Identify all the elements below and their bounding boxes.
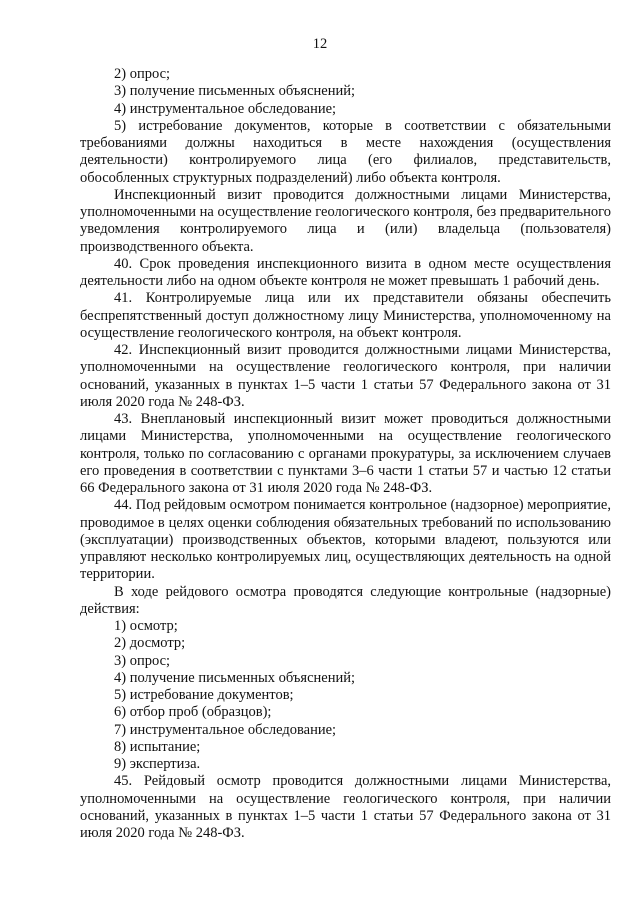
document-body <box>80 66 611 842</box>
list-item: 8) испытание; <box>114 738 201 755</box>
list-item: 3) получение письменных объяснений; <box>114 83 356 100</box>
list-item: 2) опрос; <box>114 66 171 82</box>
paragraph: 5) истребование документов, которые в соответствии с обязательными требованиями должны находиться в месте нахождения (осуществления деятельности) контролируемого лица (его филиалов, представительств, обособленных структурных подразделений) либо объекта контроля. <box>80 117 611 186</box>
paragraph: 42. Инспекционный визит проводится должностными лицами Министерства, уполномоченными на осуществление геологического контроля, при наличии оснований, указанных в пунктах 1–5 части 1 статьи 57 Федерального закона от 31 июля 2020 года № 248-ФЗ. <box>80 342 611 410</box>
list-item: 4) инструментальное обследование; <box>114 100 337 117</box>
list-item: 1) осмотр; <box>114 618 178 634</box>
page-number: 12 <box>312 36 328 52</box>
paragraph: 45. Рейдовый осмотр проводится должностными лицами Министерства, уполномоченными на осуществление геологического контроля, при наличии оснований, указанных в пунктах 1–5 части 1 статьи 57 Федерального закона от 31 июля 2020 года № 248-ФЗ. <box>80 773 611 841</box>
list-item: 3) опрос; <box>114 652 171 669</box>
paragraph: 41. Контролируемые лица или их представители обязаны обеспечить беспрепятственный доступ должностному лицу Министерства, уполномоченному на осуществление геологического контроля, на объект контроля. <box>80 290 611 341</box>
list-item: 7) инструментальное обследование; <box>114 721 337 738</box>
paragraph: В ходе рейдового осмотра проводятся следующие контрольные (надзорные) действия: <box>80 583 611 617</box>
paragraph: Инспекционный визит проводится должностными лицами Министерства, уполномоченными на осуществление геологического контроля, без предварительного уведомления контролируемого лица и (или) владельца (пользователя) производственного объекта. <box>80 186 611 255</box>
list-item: 5) истребование документов; <box>114 687 294 703</box>
paragraph: 43. Внеплановый инспекционный визит может проводиться должностными лицами Министерства, уполномоченными на осуществление геологического контроля, только по согласованию с органами прокуратуры, за исключением случаев его проведения в соответствии с пунктами 3–6 части 1 статьи 57 и частью 12 статьи 66 Федерального закона от 31 июля 2020 года № 248-ФЗ. <box>80 411 611 496</box>
paragraph: 44. Под рейдовым осмотром понимается контрольное (надзорное) мероприятие, проводимое в целях оценки соблюдения обязательных требований по использованию (эксплуатации) производственных объектов, которыми владеют, пользуются или управляют несколько контролируемых лиц, осуществляющих деятельность на одной территории. <box>80 497 611 583</box>
list-item: 6) отбор проб (образцов); <box>114 704 272 721</box>
list-item: 9) экспертиза. <box>114 756 201 772</box>
paragraph: 40. Срок проведения инспекционного визита в одном месте осуществления деятельности либо на одном объекте контроля не может превышать 1 рабочий день. <box>80 255 611 289</box>
list-item: 4) получение письменных объяснений; <box>114 669 356 686</box>
list-item: 2) досмотр; <box>114 635 186 652</box>
